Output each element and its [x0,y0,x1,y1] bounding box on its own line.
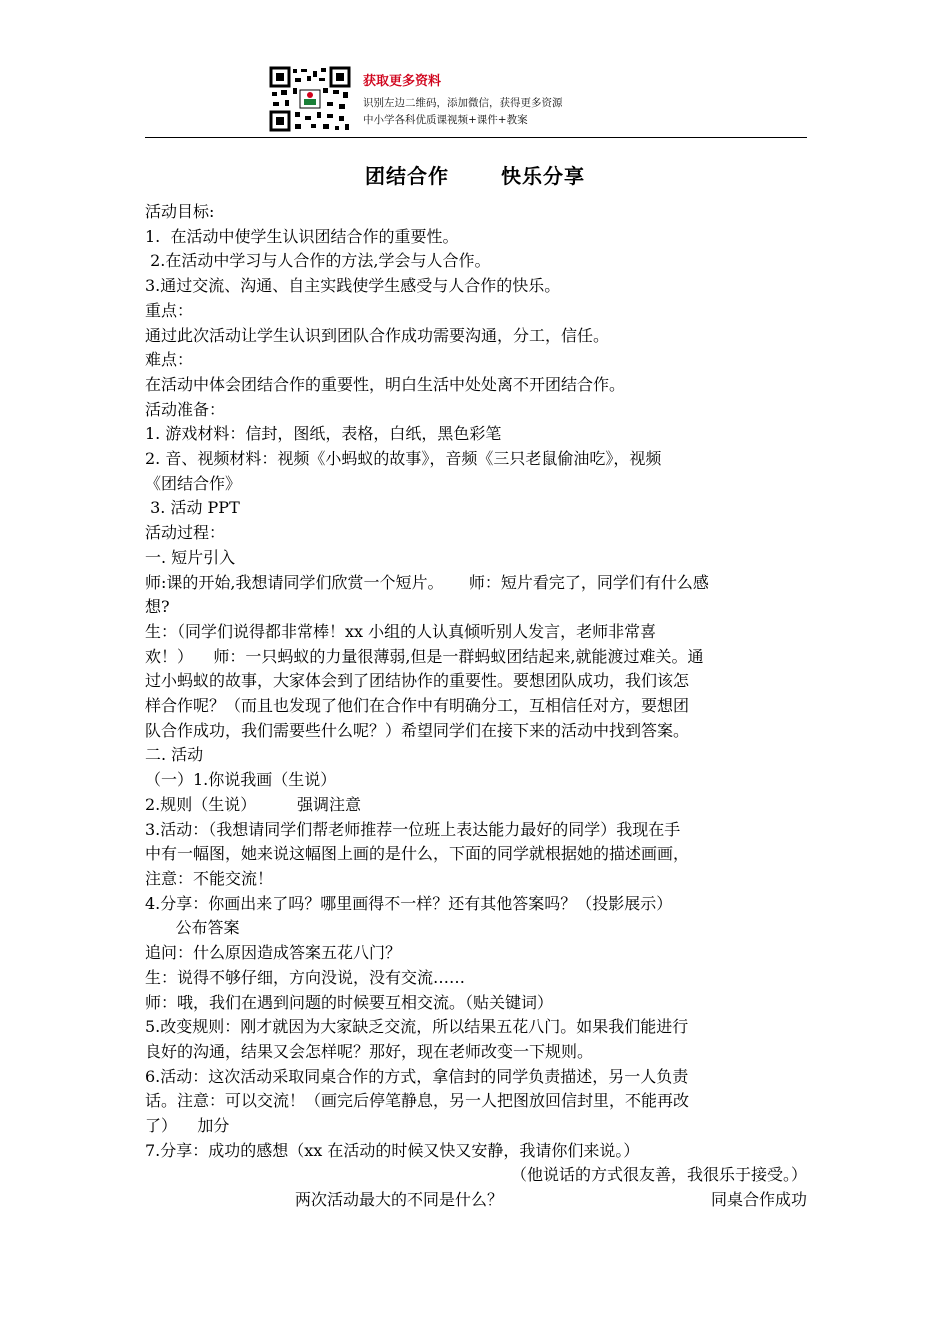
title-part-1: 团结合作 [365,164,449,188]
body-line: 过小蚂蚁的故事，大家体会到了团结协作的重要性。要想团队成功，我们该怎 [145,671,690,691]
body-line: 5.改变规则：刚才就因为大家缺乏交流，所以结果五花八门。如果我们能进行 [145,1017,689,1037]
body-line: 活动目标: [145,202,215,221]
body-line: 6.活动：这次活动采取同桌合作的方式，拿信封的同学负责描述，另一人负责 [145,1066,689,1086]
body-line: 2. 音、视频材料：视频《小蚂蚁的故事》，音频《三只老鼠偷油吃》，视频 [145,449,662,469]
body-line: 3. 活动 PPT [145,498,240,518]
body-line: 《团结合作》 [145,473,242,493]
last-line [145,1188,807,1213]
body-line: 活动过程： [145,523,226,543]
body-line: 公布答案 [145,918,240,938]
body-line: 2.规则（生说） 强调注意 [145,794,361,814]
body-line: 中有一幅图，她来说这幅图上画的是什么，下面的同学就根据她的描述画画， [145,844,690,864]
body-line: 7.分享：成功的感想（xx 在活动的时候又快又安静，我请你们来说。） [145,1140,640,1160]
last-line-conclusion: 同桌合作成功 [710,1190,807,1210]
body-line: 2.在活动中学习与人合作的方法,学会与人合作。 [145,251,491,271]
body-line: 在活动中体会团结合作的重要性，明白生活中处处离不开团结合作。 [145,374,626,394]
body-line: （一）1.你说我画（生说） [145,770,337,790]
body-line: 生：说得不够仔细，方向没说，没有交流…… [145,967,466,987]
body-line: 注意：不能交流！ [145,868,274,888]
body-line: 3.活动：（我想请同学们帮老师推荐一位班上表达能力最好的同学）我现在手 [145,819,681,839]
body-line: 1. 游戏材料：信封，图纸，表格，白纸，黑色彩笔 [145,424,502,444]
body-line: 难点： [145,350,194,370]
body-line: 了） 加分 [145,1116,230,1136]
body-line: 通过此次活动让学生认识到团队合作成功需要沟通，分工，信任。 [145,325,610,345]
body-line: 师：哦，我们在遇到问题的时候要互相交流。（贴关键词） [145,992,554,1012]
body-line: 3.通过交流、沟通、自主实践使学生感受与人合作的快乐。 [145,276,561,296]
body-line: 4.分享：你画出来了吗？哪里画得不一样？还有其他答案吗？（投影展示） [145,893,673,913]
body-line: 1. 在活动中使学生认识团结合作的重要性。 [145,226,459,246]
last-line-question: 两次活动最大的不同是什么？ [295,1190,504,1210]
promo-title: 获取更多资料 [363,74,442,89]
body-line: 良好的沟通，结果又会怎样呢？那好，现在老师改变一下规则。 [145,1041,594,1061]
body-line: 欢！） 师：一只蚂蚁的力量很薄弱,但是一群蚂蚁团结起来,就能渡过难关。通 [145,646,704,666]
body-line: 追问：什么原因造成答案五花八门？ [145,943,402,963]
qr-code-icon [269,66,351,132]
body-line: 队合作成功，我们需要些什么呢？）希望同学们在接下来的活动中找到答案。 [145,720,690,740]
body-line: 活动准备： [145,399,226,419]
body-line: 一. 短片引入 [145,547,236,567]
promo-line-1: 识别左边二维码，添加微信，获得更多资源 [363,97,563,109]
body-line: 生：（同学们说得都非常棒！xx 小组的人认真倾听别人发言，老师非常喜 [145,621,657,641]
body-line: 样合作呢？（而且也发现了他们在合作中有明确分工，互相信任对方，要想团 [145,696,690,716]
header [145,62,807,138]
title-part-2: 快乐分享 [501,164,585,188]
body-line: 二. 活动 [145,745,204,765]
body-line: 重点： [145,300,194,320]
body-line: 话。注意：可以交流！（画完后停笔静息，另一人把图放回信封里，不能再改 [145,1091,690,1111]
body-line: 想? [145,597,170,617]
document-body [145,200,807,1213]
promo-line-2: 中小学各科优质课视频+课件+教案 [363,114,528,126]
body-line: 师:课的开始,我想请同学们欣赏一个短片。 师：短片看完了，同学们有什么感 [145,572,709,592]
page-title [0,160,950,189]
right-aligned-line: （他说话的方式很友善，我很乐于接受。） [510,1165,807,1185]
